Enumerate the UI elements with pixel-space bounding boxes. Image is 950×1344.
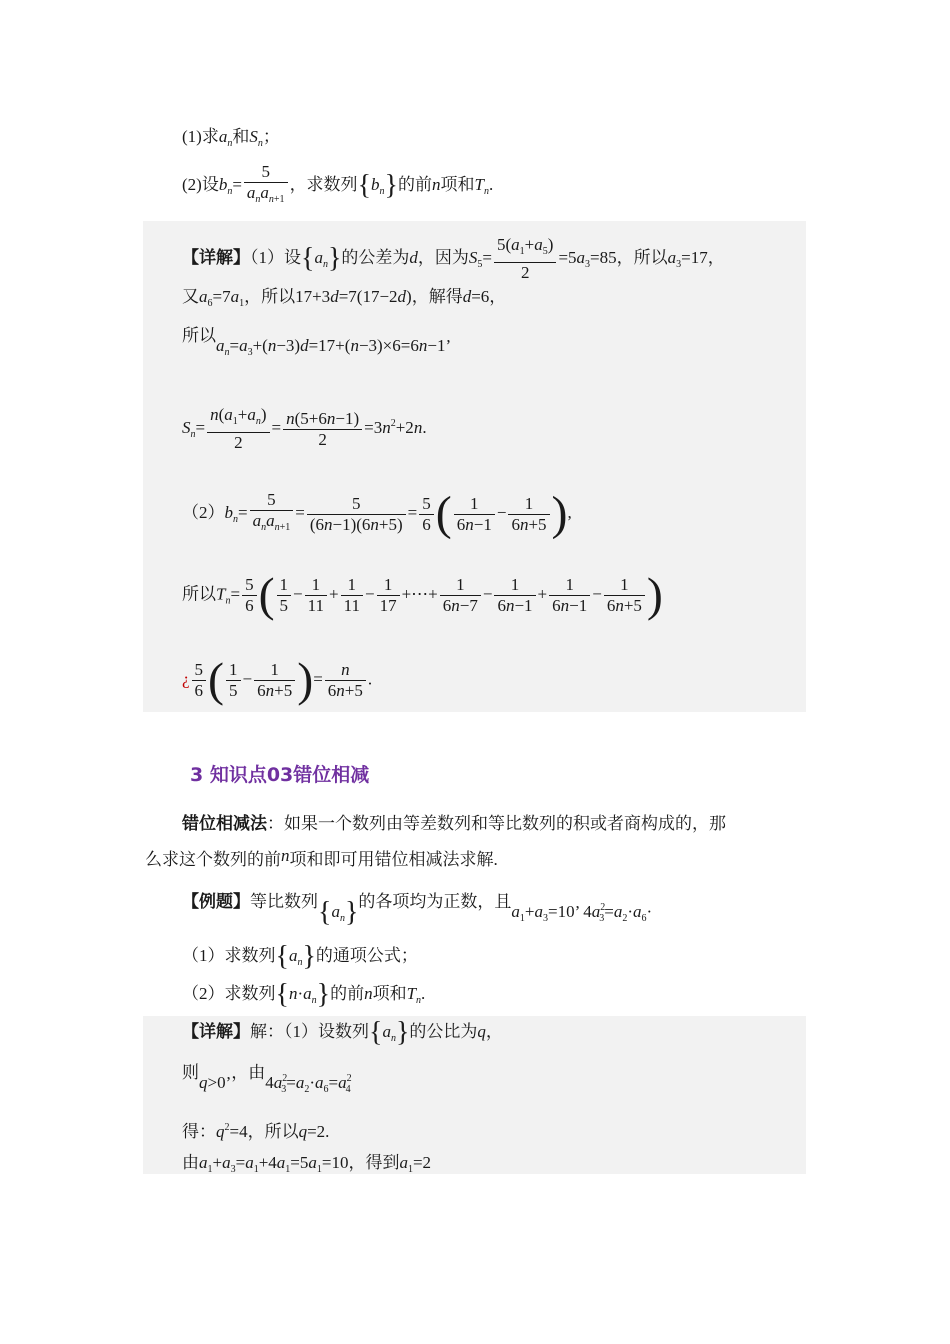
text: 项和: [372, 984, 407, 1003]
text: 么求这个数列的前: [145, 850, 281, 869]
example-q2: （2）求数列$\{n\cdot a_n\}$的前n项和$T_n$.: [182, 979, 426, 1011]
text: ，由: [231, 1063, 266, 1082]
text: )，解得: [406, 287, 463, 306]
text: =6，: [471, 287, 507, 306]
solution2-line-4: 由$a_1+a_3=a_1+4a_1=5a_1=10$，得到$a_1=2$: [182, 1153, 432, 1175]
solution2-line-3: 得：$q^2=4$，所以q=2.: [182, 1122, 330, 1141]
text: 所以: [182, 326, 216, 345]
text: 的各项均为正数，且: [358, 892, 512, 911]
example-label: 【例题】: [182, 892, 250, 911]
fraction: $\frac{n(a_1+a_n)}{2}$: [207, 405, 269, 453]
text: 又: [182, 287, 199, 306]
text: 得：: [182, 1122, 216, 1141]
text: =85，所以: [590, 247, 668, 267]
fraction: $\frac{5}{a_na_{n+1}}$: [244, 162, 288, 210]
text: .: [422, 417, 427, 437]
text: .: [421, 984, 426, 1003]
text: 的前: [397, 174, 432, 194]
text: 的公比为: [409, 1022, 478, 1041]
text: (17−2: [356, 287, 398, 306]
solution2-line-1: 【详解】解：（1）设数列$\{a_n\}$的公比为q，: [182, 1017, 503, 1049]
solution1-line-1: 【详解】（1）设$\{a_n\}$的公差为d，因为$S_5=$ $\frac{5(a_1+a_5)}{2}$ $=5a_3=85$，所以$a_3=17$，: [182, 235, 725, 282]
fraction: $\frac{1}{6n-1}$: [454, 494, 495, 535]
text: （1）设: [250, 247, 301, 267]
solution2-line-2: 则q>0’，由$4a^2_3=a_2\cdot a_6=a^2_4$: [182, 1063, 352, 1095]
solution1-line-5: $(2)b_n=$ $\frac{5}{a_na_{n+1}}$ = $\frac{5}{(6n-1)(6n+5)}$ = $\frac{5}{6}$ ( $\frac{1}{6n-1}$ − $\frac{1}{6n+5}$ ),: [182, 487, 572, 540]
text: ，因为: [417, 247, 469, 267]
text: 的前: [330, 984, 365, 1003]
text: (1)求: [182, 127, 219, 146]
fraction: $\frac{n(5+6n-1)}{2}$: [283, 409, 362, 450]
text: 项和即可用错位相减法求解.: [289, 850, 498, 869]
solution-label: 【详解】: [182, 247, 250, 267]
text: ，所以: [247, 1122, 299, 1141]
solution-label: 【详解】: [182, 1022, 250, 1041]
solution1-line-6: 所以$T_n=$ $\frac{5}{6}$ ( $\frac{1}{5}$ − $\frac{1}{11}$ + $\frac{1}{11}$ − $\frac{1}{17}$ +⋯+ $\frac{1}{6n-7}$ − $\frac{1}{6n-1}$ + $\frac{1}{6n-1}$ − $\frac{1}{6n+5}$ ): [182, 568, 663, 622]
fraction: $\frac{5}{a_na_{n+1}}$: [250, 490, 294, 538]
method-line-2: 么求这个数列的前n项和即可用错位相减法求解.: [145, 846, 498, 869]
fraction: $\frac{5}{6}$: [419, 494, 434, 535]
solution1-line-3: 所以$a_n=a_3+(n-3)d=17+(n-3)\times 6=6n-1$’: [182, 326, 452, 358]
text: .: [488, 174, 494, 194]
text: 解：（1）设数列: [250, 1022, 369, 1041]
section-title: 3 知识点03错位相减: [190, 764, 370, 786]
text: (2)设: [182, 174, 219, 194]
example-q1: （1）求数列$\{a_n\}$的通项公式；: [182, 941, 418, 973]
inverted-question-mark: ¿: [182, 669, 190, 689]
text: 的通项公式；: [315, 946, 418, 965]
text: 由: [182, 1153, 199, 1172]
solution1-line-2: 又$a_6=7a_1$，所以17+3d=7(17−2d)，解得d=6，: [182, 287, 507, 309]
text: ，所以17+3: [244, 287, 331, 306]
text: ，求数列: [289, 174, 358, 194]
text: ，: [485, 1022, 503, 1041]
text: （2）: [182, 502, 225, 522]
text: （1）求数列: [182, 946, 276, 965]
text: 和: [232, 127, 250, 146]
text: ，得到: [348, 1153, 400, 1172]
text: =17，: [681, 247, 725, 267]
text: （2）求数列: [182, 984, 276, 1003]
solution1-line-4: $S_n=$ $\frac{n(a_1+a_n)}{2}$ = $\frac{n(5+6n-1)}{2}$ $=3n^2+2n$.: [182, 405, 427, 452]
text: ：如果一个数列由等差数列和等比数列的积或者商构成的，那: [267, 814, 726, 833]
problem-part-2: (2)设$b_n=$ $\frac{5}{a_na_{n+1}}$ ，求数列$\{b_n\}$的前n项和$T_n$.: [182, 162, 493, 210]
text: =7: [338, 287, 357, 306]
method-label: 错位相减法: [182, 814, 267, 833]
fraction: $\frac{5(a_1+a_5)}{2}$: [494, 235, 556, 283]
text: 项和: [440, 174, 475, 194]
text: 等比数列: [250, 892, 318, 911]
problem-part-1: (1)求$a_n$和$S_n$；: [182, 127, 280, 149]
fraction: $\frac{1}{6n+5}$: [508, 494, 549, 535]
text: 则: [182, 1063, 199, 1082]
text: ；: [262, 127, 280, 146]
fraction: $\frac{5}{6}$: [242, 575, 257, 616]
text: 的公差为: [341, 247, 410, 267]
text: =5: [558, 247, 577, 267]
method-line-1: [182, 812, 726, 836]
fraction: $\frac{5}{(6n-1)(6n+5)}$: [307, 494, 406, 535]
text: =7: [212, 287, 231, 306]
solution1-line-7: ¿ $\frac{5}{6}$ ( $\frac{1}{5}$ − $\frac{1}{6n+5}$ )= $\frac{n}{6n+5}$ .: [182, 653, 373, 707]
example-line: 【例题】等比数列$\{a_n\}$的各项均为正数，且$a_1+a_3=10$’ $4a^2_3=a_2\cdot a_6\cdot$: [182, 892, 653, 929]
text: 所以: [182, 584, 216, 604]
